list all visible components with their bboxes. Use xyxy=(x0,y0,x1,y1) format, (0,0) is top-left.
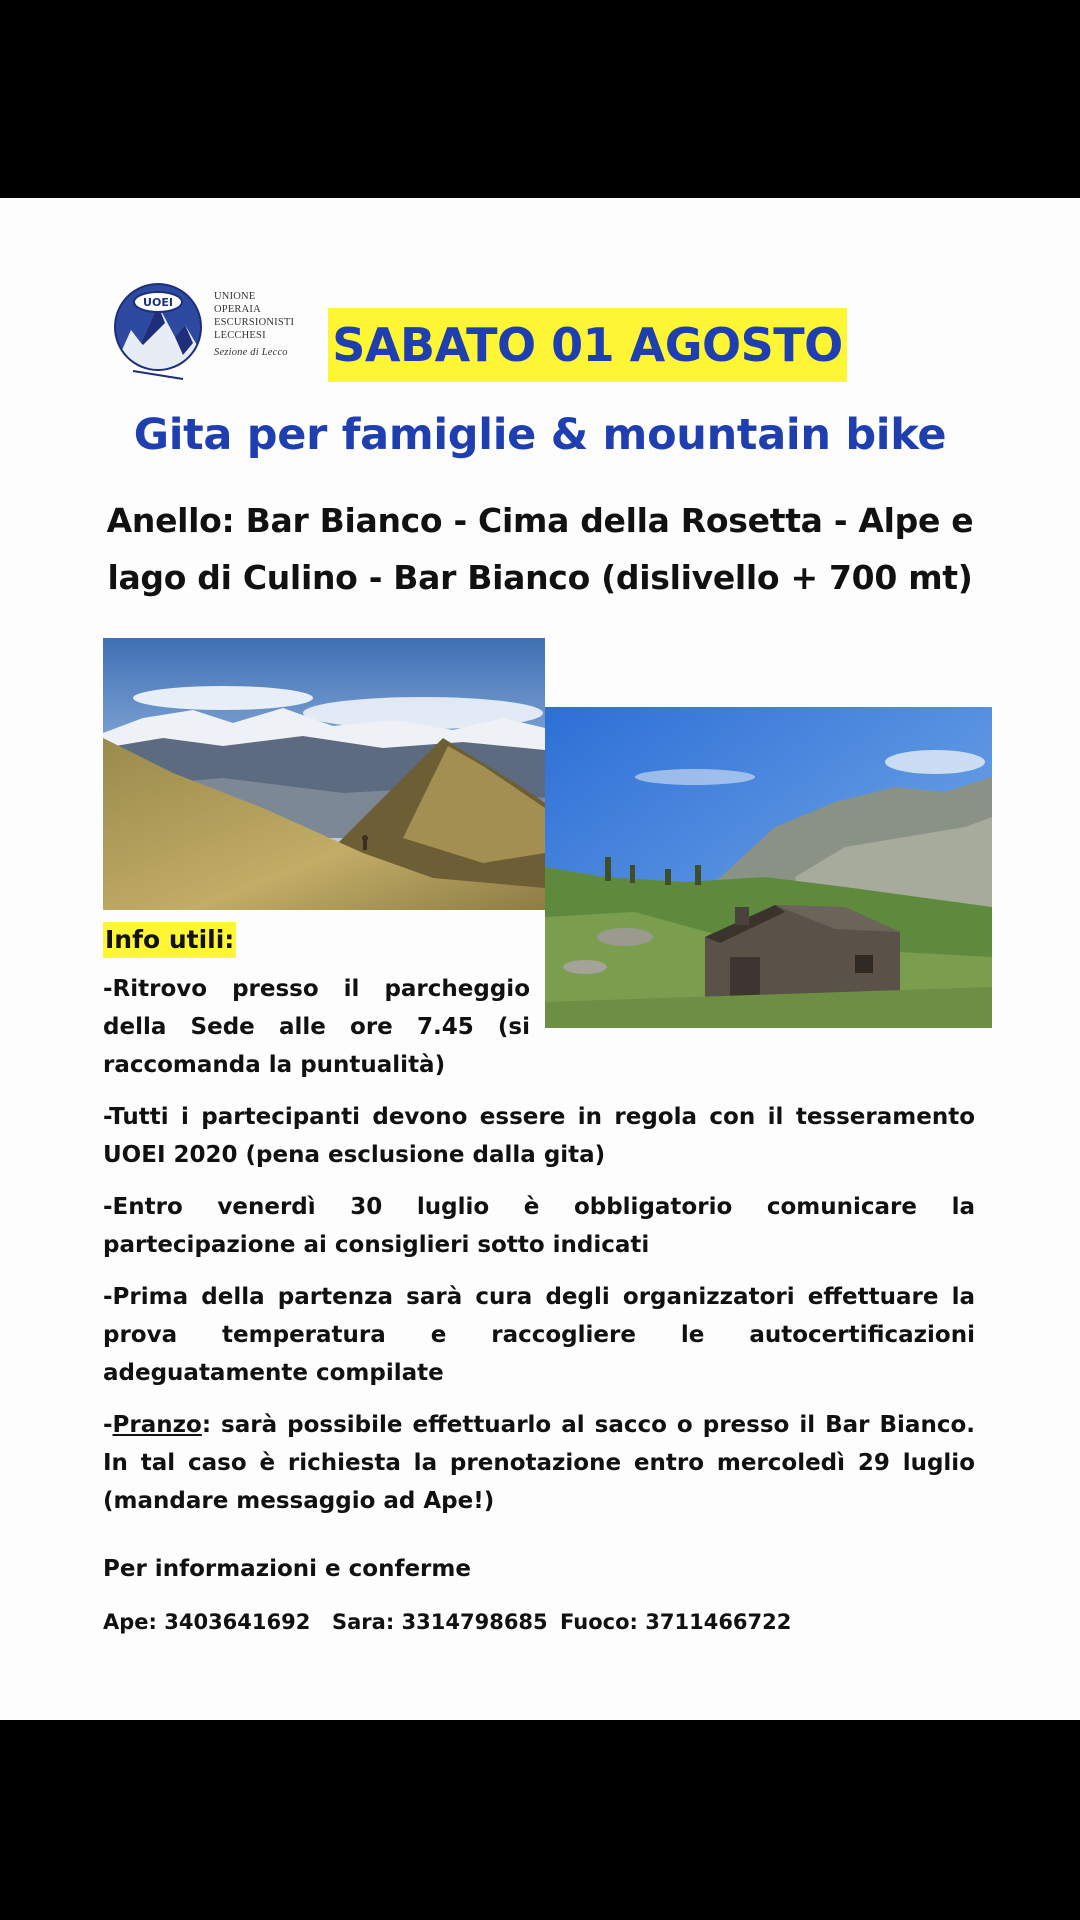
mountain-ridge-photo xyxy=(103,638,545,910)
lunch-label: Pranzo xyxy=(112,1412,202,1438)
svg-text:UOEI: UOEI xyxy=(143,296,173,309)
route-line-1: Anello: Bar Bianco - Cima della Rosetta - Alpe e xyxy=(106,501,974,540)
contacts-heading: Per informazioni e conferme xyxy=(103,1556,471,1582)
uoei-logo xyxy=(113,275,203,385)
logo-line-2: OPERAIA xyxy=(214,304,261,315)
event-date-banner: SABATO 01 AGOSTO xyxy=(328,308,847,382)
event-subtitle: Gita per famiglie & mountain bike xyxy=(133,410,947,460)
route-description xyxy=(100,492,980,606)
contact-sara: Sara: 3314798685 xyxy=(332,1610,548,1634)
route-line-2: lago di Culino - Bar Bianco (dislivello + 700 mt) xyxy=(107,558,973,597)
contact-fuoco: Fuoco: 3711466722 xyxy=(560,1610,792,1634)
info-item-temperature: -Prima della partenza sarà cura degli organizzatori effettuare la prova temperatura e raccogliere le autocertificazioni adeguatamente compilate xyxy=(103,1284,975,1386)
logo-caption xyxy=(214,290,294,359)
info-section-title: Info utili: xyxy=(103,922,236,958)
info-item-meeting: -Ritrovo presso il parcheggio della Sede alle ore 7.45 (si raccomanda la puntualità) xyxy=(103,976,530,1078)
logo-line-4: LECCHESI xyxy=(214,330,266,341)
lunch-text: : sarà possibile effettuarlo al sacco o presso il Bar Bianco. In tal caso è richiesta la prenotazione entro mercoledì 29 luglio (mandare messaggio ad Ape!) xyxy=(103,1412,975,1514)
logo-section: Sezione di Lecco xyxy=(214,347,288,358)
info-item-membership: -Tutti i partecipanti devono essere in regola con il tesseramento UOEI 2020 (pena esclusione dalla gita) xyxy=(103,1104,975,1168)
logo-line-1: UNIONE xyxy=(214,291,256,302)
logo-line-3: ESCURSIONISTI xyxy=(214,317,295,328)
info-list xyxy=(103,970,975,1534)
info-item-lunch xyxy=(103,1406,975,1520)
contact-ape: Ape: 3403641692 xyxy=(103,1610,311,1634)
lunch-prefix: - xyxy=(103,1412,113,1438)
info-item-registration: -Entro venerdì 30 luglio è obbligatorio comunicare la partecipazione ai consiglieri sotto indicati xyxy=(103,1194,975,1258)
